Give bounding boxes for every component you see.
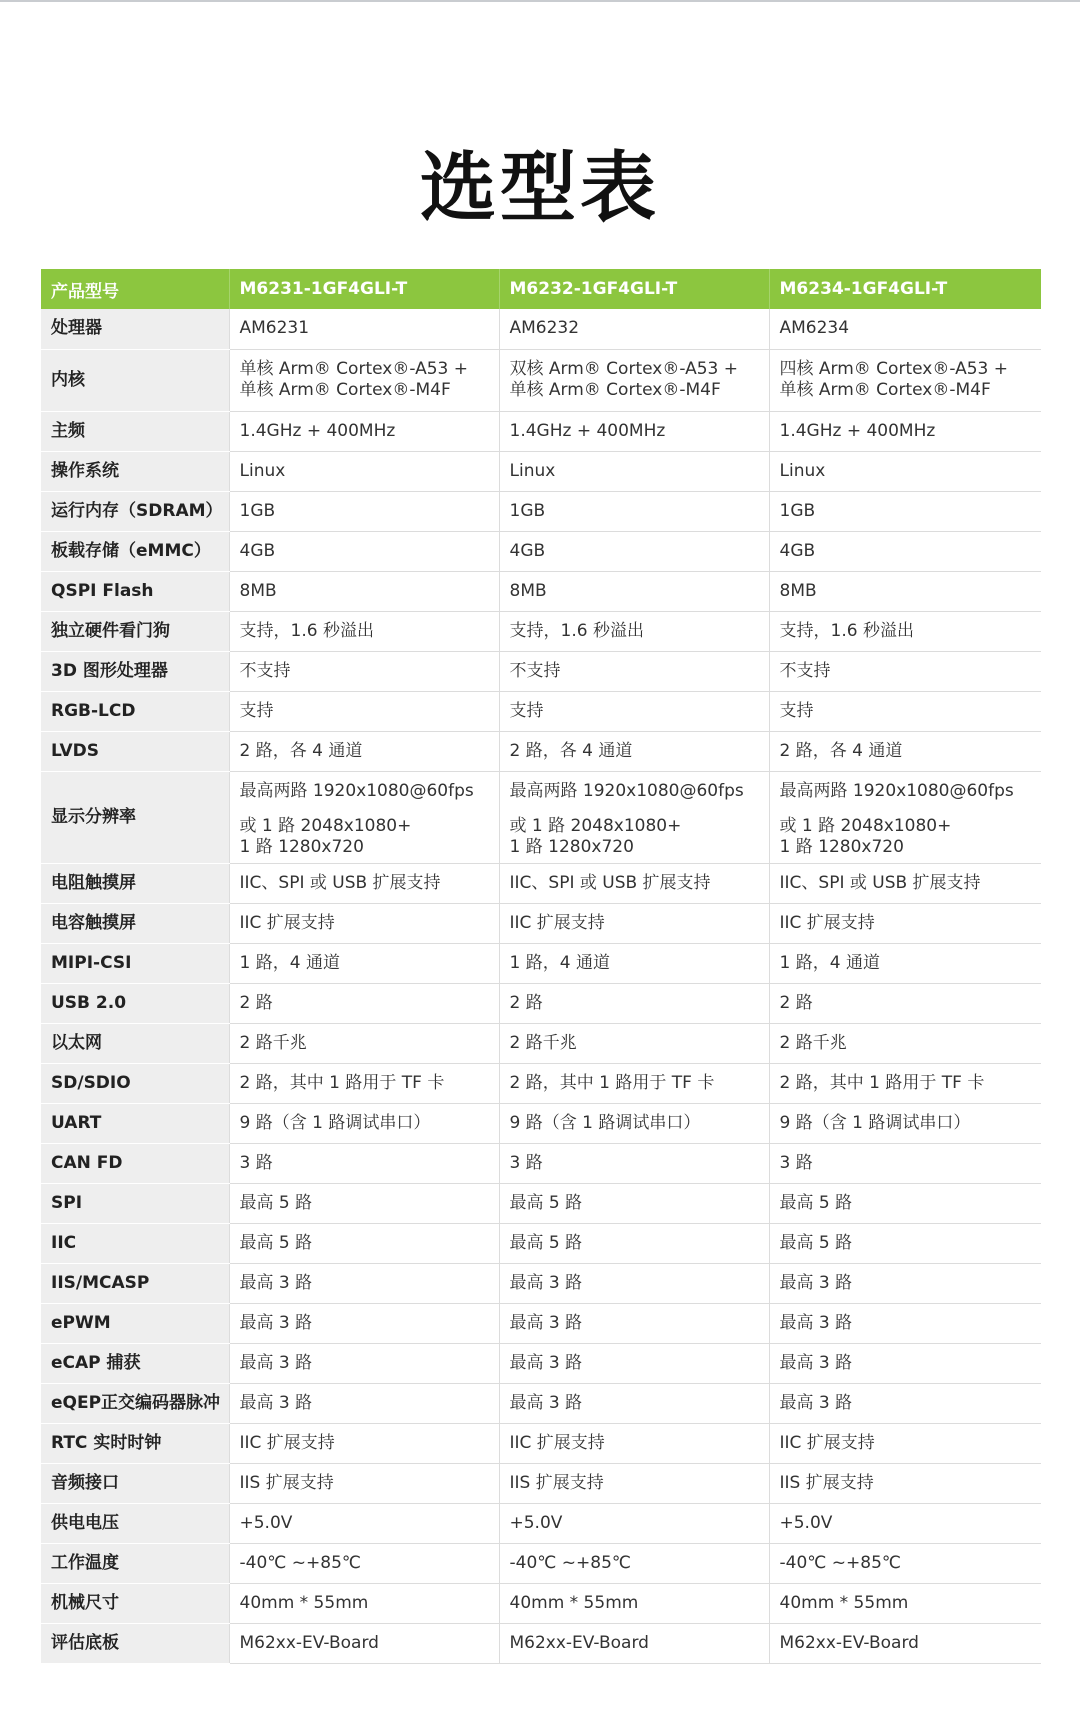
row-value: 8MB xyxy=(769,571,1041,611)
table-row xyxy=(41,691,1041,731)
row-value: 支持 xyxy=(769,691,1041,731)
row-label: 操作系统 xyxy=(41,451,229,491)
header-cell: M6232-1GF4GLI-T xyxy=(499,269,769,309)
row-value: IIC 扩展支持 xyxy=(499,903,769,943)
row-value: IIS 扩展支持 xyxy=(769,1463,1041,1503)
row-value: 最高 5 路 xyxy=(499,1183,769,1223)
row-value: 最高 5 路 xyxy=(229,1223,499,1263)
row-value: 最高两路 1920x1080@60fps xyxy=(499,771,769,811)
table-row xyxy=(41,491,1041,531)
row-label: 机械尺寸 xyxy=(41,1583,229,1623)
row-label: 显示分辨率 xyxy=(41,771,229,863)
row-value: 9 路（含 1 路调试串口） xyxy=(499,1103,769,1143)
row-value: 最高 3 路 xyxy=(769,1263,1041,1303)
row-value: M62xx-EV-Board xyxy=(499,1623,769,1663)
row-value: 最高 3 路 xyxy=(499,1263,769,1303)
header-cell: M6234-1GF4GLI-T xyxy=(769,269,1041,309)
row-value: 8MB xyxy=(229,571,499,611)
row-value: 最高 5 路 xyxy=(769,1183,1041,1223)
row-value: +5.0V xyxy=(769,1503,1041,1543)
row-label: RGB-LCD xyxy=(41,691,229,731)
row-label: 工作温度 xyxy=(41,1543,229,1583)
row-label: SPI xyxy=(41,1183,229,1223)
row-value: 支持，1.6 秒溢出 xyxy=(229,611,499,651)
row-value: 最高 3 路 xyxy=(499,1343,769,1383)
row-value: 4GB xyxy=(769,531,1041,571)
table-row xyxy=(41,611,1041,651)
row-value: IIC 扩展支持 xyxy=(769,1423,1041,1463)
row-value: IIC、SPI 或 USB 扩展支持 xyxy=(769,863,1041,903)
row-value: 2 路千兆 xyxy=(499,1023,769,1063)
row-value: 支持 xyxy=(229,691,499,731)
row-value: 最高两路 1920x1080@60fps xyxy=(229,771,499,811)
row-value: 支持，1.6 秒溢出 xyxy=(769,611,1041,651)
row-label: 独立硬件看门狗 xyxy=(41,611,229,651)
table-row xyxy=(41,309,1041,349)
row-value: 40mm * 55mm xyxy=(229,1583,499,1623)
row-value: +5.0V xyxy=(499,1503,769,1543)
table-header-row xyxy=(41,269,1041,309)
table-row xyxy=(41,731,1041,771)
row-value: IIC、SPI 或 USB 扩展支持 xyxy=(499,863,769,903)
row-value: 1.4GHz + 400MHz xyxy=(229,411,499,451)
row-value: 1GB xyxy=(769,491,1041,531)
row-label: RTC 实时时钟 xyxy=(41,1423,229,1463)
row-value: M62xx-EV-Board xyxy=(769,1623,1041,1663)
row-value: 4GB xyxy=(229,531,499,571)
row-value: 3 路 xyxy=(769,1143,1041,1183)
row-label: 内核 xyxy=(41,349,229,411)
row-value: 最高 3 路 xyxy=(769,1383,1041,1423)
row-label: ePWM xyxy=(41,1303,229,1343)
table-row xyxy=(41,1183,1041,1223)
table-row xyxy=(41,1263,1041,1303)
row-label: 供电电压 xyxy=(41,1503,229,1543)
table-row xyxy=(41,863,1041,903)
row-value: 最高 3 路 xyxy=(229,1343,499,1383)
row-label: QSPI Flash xyxy=(41,571,229,611)
row-label: 处理器 xyxy=(41,309,229,349)
table-body xyxy=(41,309,1041,1663)
row-value: 不支持 xyxy=(769,651,1041,691)
table-row xyxy=(41,349,1041,411)
table-row xyxy=(41,1463,1041,1503)
table-row xyxy=(41,771,1041,811)
header-cell: 产品型号 xyxy=(51,281,119,302)
table-row xyxy=(41,1423,1041,1463)
row-label: eQEP正交编码器脉冲 xyxy=(41,1383,229,1423)
row-value: 2 路，其中 1 路用于 TF 卡 xyxy=(499,1063,769,1103)
row-value: IIC 扩展支持 xyxy=(769,903,1041,943)
row-value: 最高 3 路 xyxy=(769,1303,1041,1343)
row-value: 1.4GHz + 400MHz xyxy=(499,411,769,451)
row-label: 板载存储（eMMC） xyxy=(41,531,229,571)
row-value: 9 路（含 1 路调试串口） xyxy=(229,1103,499,1143)
table-row xyxy=(41,1223,1041,1263)
table-row xyxy=(41,651,1041,691)
row-value: 双核 Arm® Cortex®-A53 + 单核 Arm® Cortex®-M4F xyxy=(499,349,769,411)
row-value: +5.0V xyxy=(229,1503,499,1543)
row-value: 2 路 xyxy=(769,983,1041,1023)
row-value: AM6231 xyxy=(229,309,499,349)
table-row xyxy=(41,943,1041,983)
row-value: 不支持 xyxy=(229,651,499,691)
row-value: 最高 3 路 xyxy=(229,1263,499,1303)
row-value: IIC 扩展支持 xyxy=(229,903,499,943)
top-divider xyxy=(0,0,1080,2)
row-value: IIC 扩展支持 xyxy=(499,1423,769,1463)
table-row xyxy=(41,1383,1041,1423)
row-value: 4GB xyxy=(499,531,769,571)
row-value: 单核 Arm® Cortex®-A53 + 单核 Arm® Cortex®-M4F xyxy=(229,349,499,411)
row-value: 最高 5 路 xyxy=(499,1223,769,1263)
row-label: 电阻触摸屏 xyxy=(41,863,229,903)
row-value: 40mm * 55mm xyxy=(499,1583,769,1623)
row-value: 2 路千兆 xyxy=(769,1023,1041,1063)
row-value: Linux xyxy=(499,451,769,491)
row-value: 2 路，其中 1 路用于 TF 卡 xyxy=(769,1063,1041,1103)
row-value: 2 路千兆 xyxy=(229,1023,499,1063)
row-value: 或 1 路 2048x1080+ 1 路 1280x720 xyxy=(769,811,1041,863)
row-label: UART xyxy=(41,1103,229,1143)
row-value: 2 路，各 4 通道 xyxy=(229,731,499,771)
row-value: 9 路（含 1 路调试串口） xyxy=(769,1103,1041,1143)
row-label: 音频接口 xyxy=(41,1463,229,1503)
row-value: -40℃ ~+85℃ xyxy=(499,1543,769,1583)
row-value: -40℃ ~+85℃ xyxy=(769,1543,1041,1583)
selection-table xyxy=(41,269,1041,1664)
row-value: 1 路，4 通道 xyxy=(499,943,769,983)
row-label: SD/SDIO xyxy=(41,1063,229,1103)
table-row xyxy=(41,451,1041,491)
row-label: 电容触摸屏 xyxy=(41,903,229,943)
row-value: AM6234 xyxy=(769,309,1041,349)
row-value: IIS 扩展支持 xyxy=(229,1463,499,1503)
table-row xyxy=(41,1023,1041,1063)
row-value: Linux xyxy=(229,451,499,491)
row-value: 8MB xyxy=(499,571,769,611)
row-value: 最高 3 路 xyxy=(499,1303,769,1343)
row-label: IIS/MCASP xyxy=(41,1263,229,1303)
row-value: 最高 3 路 xyxy=(499,1383,769,1423)
row-label: IIC xyxy=(41,1223,229,1263)
table-row xyxy=(41,1103,1041,1143)
table-row xyxy=(41,1143,1041,1183)
table-row xyxy=(41,1503,1041,1543)
row-value: AM6232 xyxy=(499,309,769,349)
row-value: 最高 5 路 xyxy=(229,1183,499,1223)
row-label: MIPI-CSI xyxy=(41,943,229,983)
row-value: 支持 xyxy=(499,691,769,731)
row-label: 以太网 xyxy=(41,1023,229,1063)
row-label: 评估底板 xyxy=(41,1623,229,1663)
row-value: IIC 扩展支持 xyxy=(229,1423,499,1463)
table-row xyxy=(41,1623,1041,1663)
page-title: 选型表 xyxy=(420,143,660,232)
row-label: eCAP 捕获 xyxy=(41,1343,229,1383)
row-value: 或 1 路 2048x1080+ 1 路 1280x720 xyxy=(229,811,499,863)
row-value: 最高 3 路 xyxy=(769,1343,1041,1383)
table-row xyxy=(41,531,1041,571)
row-value: 2 路 xyxy=(229,983,499,1023)
table-row xyxy=(41,1343,1041,1383)
row-label: CAN FD xyxy=(41,1143,229,1183)
row-value: 40mm * 55mm xyxy=(769,1583,1041,1623)
row-label: 主频 xyxy=(41,411,229,451)
row-value: IIS 扩展支持 xyxy=(499,1463,769,1503)
row-value: 1.4GHz + 400MHz xyxy=(769,411,1041,451)
row-value: Linux xyxy=(769,451,1041,491)
row-value: 不支持 xyxy=(499,651,769,691)
row-value: 2 路，各 4 通道 xyxy=(769,731,1041,771)
table-row xyxy=(41,1583,1041,1623)
row-value: 3 路 xyxy=(499,1143,769,1183)
row-value: 2 路，其中 1 路用于 TF 卡 xyxy=(229,1063,499,1103)
row-value: 最高 3 路 xyxy=(229,1303,499,1343)
table-row xyxy=(41,1303,1041,1343)
row-value: 1 路，4 通道 xyxy=(769,943,1041,983)
row-value: 1 路，4 通道 xyxy=(229,943,499,983)
table-row xyxy=(41,1543,1041,1583)
row-value: -40℃ ~+85℃ xyxy=(229,1543,499,1583)
row-value: 最高两路 1920x1080@60fps xyxy=(769,771,1041,811)
row-value: IIC、SPI 或 USB 扩展支持 xyxy=(229,863,499,903)
row-value: 支持，1.6 秒溢出 xyxy=(499,611,769,651)
row-label: 3D 图形处理器 xyxy=(41,651,229,691)
table-row xyxy=(41,411,1041,451)
table-row xyxy=(41,903,1041,943)
row-value: 四核 Arm® Cortex®-A53 + 单核 Arm® Cortex®-M4F xyxy=(769,349,1041,411)
row-value: 3 路 xyxy=(229,1143,499,1183)
row-label: USB 2.0 xyxy=(41,983,229,1023)
row-value: 2 路 xyxy=(499,983,769,1023)
row-value: 最高 3 路 xyxy=(229,1383,499,1423)
row-label: 运行内存（SDRAM） xyxy=(41,491,229,531)
row-label: LVDS xyxy=(41,731,229,771)
row-value: 最高 5 路 xyxy=(769,1223,1041,1263)
row-value: 1GB xyxy=(229,491,499,531)
row-value: 或 1 路 2048x1080+ 1 路 1280x720 xyxy=(499,811,769,863)
row-value: 1GB xyxy=(499,491,769,531)
table-row xyxy=(41,983,1041,1023)
table-row xyxy=(41,1063,1041,1103)
header-cell: M6231-1GF4GLI-T xyxy=(229,269,499,309)
table-row xyxy=(41,571,1041,611)
row-value: M62xx-EV-Board xyxy=(229,1623,499,1663)
row-value: 2 路，各 4 通道 xyxy=(499,731,769,771)
